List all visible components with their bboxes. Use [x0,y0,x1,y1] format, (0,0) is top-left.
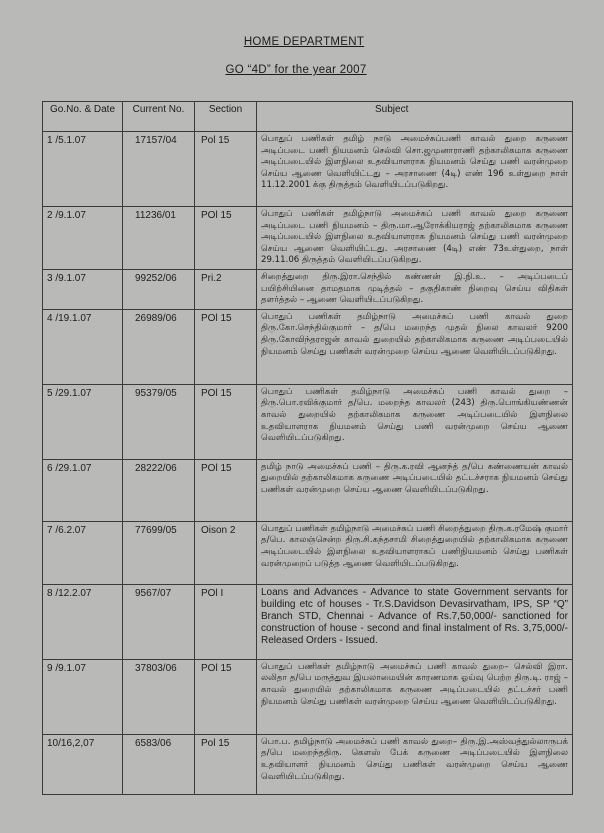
go-number-cell: 5 /29.1.07 [43,384,123,459]
section-cell: POl I [195,584,257,659]
go-number-cell: 1 /5.1.07 [43,132,123,207]
subject-cell: பொதுப் பணிகள் தமிழ்நாடு அமைச்சுப் பணி காவல் துறை – திரு.பொ.ரவிக்குமார் த/பெ. மறைந்த காவலர் (243) திரு.பொங்கியண்ணன் காவல் துறையில் தற்காலிகமாக கருணை அடிப்படையில் இளநிலை உதவியாளராக நியமனம் செய்து பணி வரன்முறை செய்ய ஆணை வெளியிடப்படுகிறது. [257,384,573,459]
table-row [43,309,573,384]
table-row [43,584,573,659]
section-cell: POl 15 [195,309,257,384]
subject-cell: பொதுப் பணிகள் தமிழ்நாடு அமைச்சுப் பணி சிறைத்துறை திரு.க.ரமேஷ் குமார் த/பெ. காலஞ்சென்ற திரு.சி.கந்தசாமி சிறைத்துறையில் தற்காலிகமாக கருணை அடிப்படையில் இளநிலை உதவியாளராகப் பணிநியமனம் செய்து பணிகள் வரன்முறைப் படுத்த ஆணை வெளியிடப்படுகிறது. [257,521,573,584]
department-heading: HOME DEPARTMENT [243,36,365,48]
table-row [43,132,573,207]
go-number-cell: 8 /12.2.07 [43,584,123,659]
section-cell: POl 15 [195,384,257,459]
section-cell: Pol 15 [195,132,257,207]
table-header-row [43,102,573,132]
subject-cell: பொதுப் பணிகள் தமிழ்நாடு அமைச்சுப் பணி காவல் துறை திரு.கோ.செந்தில்குமார் – த/பெ மறைந்த முதல் நிலை காவலர் 9200 திரு.கோவிந்தராஜன் காவல் துறையில் தற்காலிகமாக கருணை அடிப்படையில் நியமனம் செய்து பணிகள் வரன்முறை செய்ய ஆணை வெளியிடப்படுகிறது. [257,309,573,384]
current-number-cell: 26989/06 [123,309,195,384]
go-table [42,101,573,795]
current-number-cell: 77699/05 [123,521,195,584]
current-number-cell: 9567/07 [123,584,195,659]
col-header-section: Section [195,102,257,132]
go-number-cell: 2 /9.1.07 [43,207,123,270]
table-row [43,459,573,521]
subject-cell: பொதுப் பணிகள் தமிழ்நாடு அமைச்சுப் பணி காவல் துறை– செல்வி இரா. லலிதா த/பெ மருத்துவ இயலாமையின் காரணமாக ஓய்வு பெற்ற திரு.டி. ராஜ் – காவல் துறையில் தற்காலிகமாக கருணை அடிப்படையில் தட்டச்சர் பணி நியமனம் செய்து பணிகள் வரன்முறை செய்ய ஆணை வெளியிடப்படுகிறது. [257,659,573,734]
subject-cell: சிறைத்துறை திரு.இரா.செந்தில் கண்ணன் இ.நி.உ. – அடிப்படைப் பயிற்சியினை தாமதமாக முடித்தல் – தகுதிகாண் நிறைவு செய்ய விதிகள் தளர்த்தல் – ஆணை வெளியிடப்படுகிறது. [257,269,573,309]
current-number-cell: 28222/06 [123,459,195,521]
table-row [43,521,573,584]
col-header-current-no: Current No. [123,102,195,132]
current-number-cell: 6583/06 [123,734,195,794]
table-body [43,132,573,795]
section-cell: Pol 15 [195,734,257,794]
subject-cell: பொதுப் பணிகள் தமிழ்நாடு அமைச்சுப் பணி காவல் துறை கருணை அடிப்படை பணி நியமனம் – திரு.மா.ஆரோக்கியராஜ் தற்காலிகமாக கருணை அடிப்படையில் இளநிலை உதவியாளராக நியமனம் செய்து பணி வரன்முறை செய்ய ஆணை வெளியிட்டது. அரசாணை (4டி) எண் 73உள்துறை, நாள் 29.11.06 திருத்தம் வெளியிடப்படுகிறது. [257,207,573,270]
col-header-go-no: Go.No. & Date [43,102,123,132]
go-number-cell: 10/16,2,07 [43,734,123,794]
current-number-cell: 37803/06 [123,659,195,734]
go-number-cell: 3 /9.1.07 [43,269,123,309]
current-number-cell: 99252/06 [123,269,195,309]
go-number-cell: 9 /9.1.07 [43,659,123,734]
table-row [43,659,573,734]
table-row [43,734,573,794]
section-cell: Oison 2 [195,521,257,584]
section-cell: POl 15 [195,659,257,734]
current-number-cell: 95379/05 [123,384,195,459]
section-cell: POl 15 [195,207,257,270]
go-number-cell: 6 /29.1.07 [43,459,123,521]
table-row [43,384,573,459]
subject-cell: பொதுப் பணிகள் தமிழ் நாடு அமைச்சுப்பணி காவல் துறை கருணை அடிப்படை பணி நியமனம் செல்வி சொ.ஜமுனாராணி தற்காலிகமாக கருணை அடிப்படையில் இளநிலை உதவியாளராக நியமனம் செய்து பணி வரன்முறை செய்ய ஆணை வெளியிட்டது – அரசாணை (4டி) எண் 196 உள்துறை நாள் 11.12.2001 க்கு திருத்தம் வெளியிடப்படுகிறது. [257,132,573,207]
table-row [43,207,573,270]
current-number-cell: 17157/04 [123,132,195,207]
section-cell: Pri.2 [195,269,257,309]
col-header-subject: Subject [257,102,573,132]
subject-cell: Loans and Advances - Advance to state Government servants for building etc of houses - Tr.S.Davidson Devasirvatham, IPS, SP “Q” Branch STD, Chennai - Advance of Rs.7,50,000/- sanctioned for construction of house - second and final instalment of Rs. 3,75,000/- Released Orders - Issued. [257,584,573,659]
go-number-cell: 4 /19.1.07 [43,309,123,384]
go-year-heading: GO “4D” for the year 2007 [225,64,367,76]
current-number-cell: 11236/01 [123,207,195,270]
subject-cell: பொ.ப. தமிழ்நாடு அமைச்சுப் பணி காவல் துறை– திரு.இ.அஸ்வத்துல்லாருபக் த/பெ மறைந்ததிரு. கௌஸ் பேக் கருணை அடிப்படையில் இளநிலை உதவியாளர் நியமனம் செய்து பணிகள் வரன்முறை செய்ய ஆணை வெளியிடப்படுகிறது. [257,734,573,794]
go-number-cell: 7 /6.2.07 [43,521,123,584]
table-row [43,269,573,309]
section-cell: POl 15 [195,459,257,521]
subject-cell: தமிழ் நாடு அமைச்சுப் பணி – திரு.க.ரவி ஆனந்த் த/பெ கண்ணையன் காவல் துறையில் தற்காலிகமாக கருணை அடிப்படையில் தட்டச்சராக நியமனம் செய்து பணிகள் வரன்முறை செய்ய ஆணை வெளியிடப்படுகிறது. [257,459,573,521]
